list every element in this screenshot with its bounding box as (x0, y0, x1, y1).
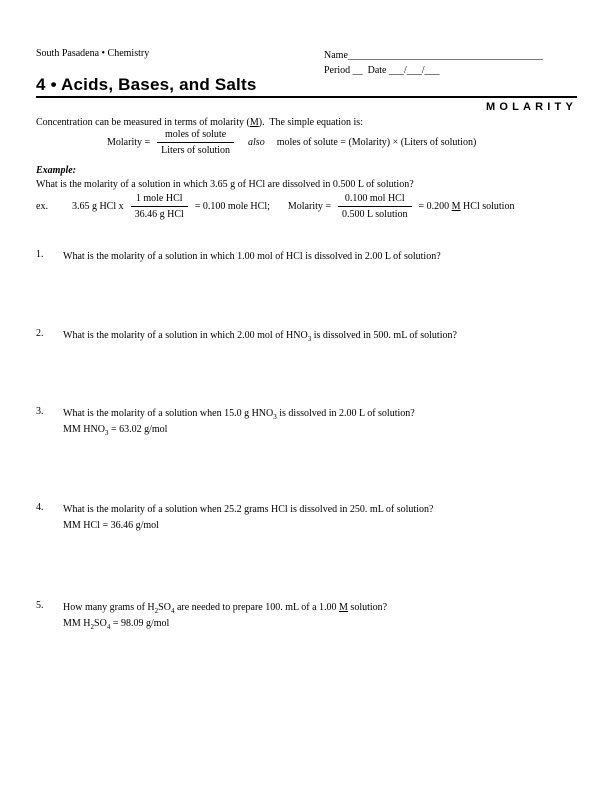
equation-fraction (157, 128, 234, 157)
example-question: What is the molarity of a solution in which 3.65 g of HCl are dissolved in 0.500 L of solution? (36, 179, 414, 190)
example-prefix: ex. (36, 201, 48, 212)
title-rule (36, 96, 577, 98)
question-5 (36, 600, 577, 632)
question-text: What is the molarity of a solution when 15.0 g $HNO_3$ is dissolved in 2.00 L of solution? (63, 408, 415, 421)
question-number: 1. (36, 249, 44, 260)
example-label: Example: (36, 165, 76, 176)
name-blank-line: _______________________________________ (347, 50, 543, 61)
question-2 (36, 328, 577, 344)
molar-mass-note: MM $HNO_3 = 63.02$ g/mol (63, 424, 168, 437)
name-line (324, 48, 543, 63)
question-4 (36, 502, 577, 534)
intro-text: Concentration can be measured in terms of molarity (M). The simple equation is: (36, 117, 363, 128)
example-work (36, 192, 514, 221)
course-header: South Pasadena • Chemistry (36, 48, 150, 59)
example-fraction-1 (131, 192, 188, 221)
question-text: What is the molarity of a solution in which 2.00 mol of $HNO_3$ is dissolved in 500. mL of solution? (63, 330, 457, 343)
fraction-denominator: 0.500 L solution (342, 209, 408, 220)
question-1 (36, 249, 577, 265)
question-text: What is the molarity of a solution when 25.2 grams HCl is dissolved in 250. mL of solution? (63, 504, 434, 515)
question-3 (36, 406, 577, 438)
equation-rhs: moles of solute = (Molarity) × (Liters of solution) (276, 137, 477, 148)
fraction-denominator: 36.46 g HCl (134, 209, 184, 220)
molar-mass-note: MM $H_2SO_4 = 98.09$ g/mol (63, 618, 170, 631)
question-number: 2. (36, 328, 44, 339)
worksheet-title: 4 • Acids, Bases, and Salts (36, 75, 257, 94)
example-fraction-2 (338, 192, 411, 221)
equation-lhs: Molarity = (107, 137, 151, 148)
example-molarity-lhs: Molarity = (287, 201, 332, 212)
question-text: What is the molarity of a solution in which 1.00 mol of HCl is dissolved in 2.00 L of solution? (63, 251, 441, 262)
question-number: 3. (36, 406, 44, 417)
example-final-result: = 0.200 M HCl solution (418, 201, 515, 212)
molarity-equation (107, 128, 476, 157)
fraction-denominator: Liters of solution (161, 145, 231, 156)
fraction-numerator: moles of solute (157, 128, 234, 143)
example-given: 3.65 g HCl x (71, 201, 124, 212)
also-label: also (248, 137, 265, 148)
example-mid-result: = 0.100 mole HCl; (194, 201, 270, 212)
question-number: 5. (36, 600, 44, 611)
period-date-line: Period __ Date ___/___/___ (324, 65, 440, 76)
fraction-numerator: 0.100 mol HCl (338, 192, 411, 207)
name-label: Name (324, 50, 348, 61)
fraction-numerator: 1 mole HCl (131, 192, 188, 207)
section-heading: MOLARITY (485, 101, 577, 113)
question-number: 4. (36, 502, 44, 513)
molar-mass-note: MM HCl = 36.46 g/mol (63, 520, 159, 531)
name-date-block (324, 48, 543, 78)
question-text: How many grams of $H_2SO_4$ are needed to prepare 100. mL of a 1.00 M solution? (63, 602, 388, 615)
